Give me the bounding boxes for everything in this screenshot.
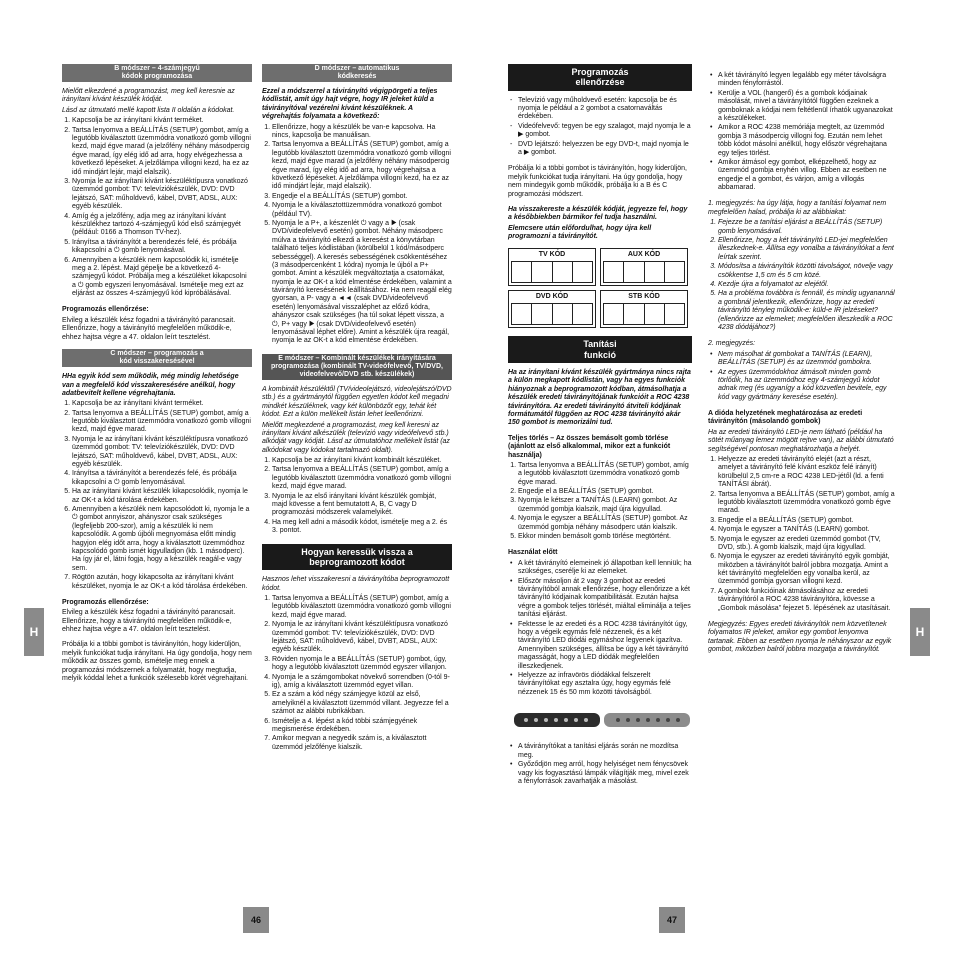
- list-item: • Fektesse le az eredeti és a ROC 4238 távirányítót úgy, hogy a végeik egymás felé nézzenek, és a két távirányító LED diódái egymáshoz legyenek igazítva. Amennyiben szükséges, állítsa be úgy a két távirányító magasságát, hogy a LED diódák megfelelően illeszkedjenek.: [518, 621, 692, 671]
- note-label: 2. megjegyzés:: [708, 340, 756, 348]
- list-item: 6. Amennyiben a készülék nem kapcsolódik ki, ismételje meg a 2. lépést. Majd gépelje be a következő 4-számjegyű kódot. Próbálja meg a készüléket kikapcsolni a ⏻ gomb egyszeri lenyomásával. Ismételje meg ezt az eljárást az összes 4-számjegyű kód kipróbálásával.: [72, 257, 252, 299]
- list-item: • Helyezze az infravörös diódákkal felszerelt távirányítókat egy asztalra úgy, hogy egymás felé nézzenek 15 és 50 mm közötti távolságból.: [518, 672, 692, 697]
- subheading: Használat előtt: [508, 549, 558, 557]
- list-item: 3. Engedje el a BEÁLLÍTÁS (SETUP) gombot.: [272, 193, 452, 201]
- note-label: 1. megjegyzés:: [708, 200, 756, 208]
- column-1: [62, 64, 252, 685]
- code-box-tv: TV KÓD: [508, 248, 596, 286]
- list-item: 5. Ekkor minden bemásolt gomb törlése megtörtént.: [518, 533, 692, 541]
- list-item: 2. Tartsa lenyomva a BEÁLLÍTÁS (SETUP) gombot, amíg a legutóbb kiválasztott üzemmódra vonatkozó gomb égve marad.: [718, 491, 896, 516]
- column-4: [708, 72, 896, 657]
- code-box-dvd: DVD KÓD: [508, 290, 596, 328]
- intro-text: Mielőtt elkezdené a programozást, meg kell keresnie az irányítani kívánt készülék kódját.: [62, 88, 235, 104]
- list-item: 5. Nyomja le egyszer az eredeti üzemmód gombot (TV, DVD, stb.). A gomb kialszik, majd újra kigyullad.: [718, 536, 896, 553]
- section-header-code-lookup: Hogyan keressük vissza a beprogramozott kódot: [262, 544, 452, 571]
- steps-list: [72, 117, 252, 298]
- list-item: 1. Kapcsolja be az irányítani kívánt terméket.: [72, 117, 252, 125]
- list-item: 6. Nyomja le egyszer az eredeti távirányító egyik gombját, miközben a távirányítót balról jobbra mozgatja. Amint a két távirányító megfelelően egy vonalba kerül, az üzemmód gombja gyorsan villogni kezd.: [718, 553, 896, 587]
- list-item: - DVD lejátszó: helyezzen be egy DVD-t, majd nyomja le a ▶ gombot.: [518, 141, 692, 158]
- list-item: 3. Röviden nyomja le a BEÁLLÍTÁS (SETUP) gombot, úgy, hogy a legutóbb kiválasztott üzemmód egyszer villanjon.: [272, 656, 452, 673]
- list-item: 2. Tartsa lenyomva a BEÁLLÍTÁS (SETUP) gombot, amíg a legutóbb kiválasztott üzemmódra vonatkozó gomb villogni kezd, majd égve marad.: [72, 410, 252, 435]
- list-item: 2. Nyomja le az irányítani kívánt készüléktípusra vonatkozó üzemmód gombot: TV: televíziókészülék, DVD: DVD lejátszó, SAT: műholdvevő, kábel, DVBT, ADSL, AUX: egyéb készülék.: [272, 621, 452, 655]
- list-item: • Először másoljon át 2 vagy 3 gombot az eredeti távirányítóból annak ellenőrzése, hogy ellenőrizze a két távirányító kódjainak kompatibilitását. Ezután hajtsa végre a gombok teljes törlését, miáltal eliminálja a teljes tanítási eljárást.: [518, 578, 692, 620]
- code-boxes: [508, 248, 692, 329]
- list-item: • A távirányítókat a tanítási eljárás során ne mozdítsa meg.: [518, 743, 692, 760]
- steps-list: [272, 124, 452, 346]
- steps-list: [718, 219, 896, 332]
- list-item: • Kerülje a VOL (hangerő) és a gombok kódjainak másolását, mivel a távirányítótól függően ezeknek a gomboknak a kódjai nem feltétlenül írhatók ugyanazokat a készülékeket.: [718, 90, 896, 124]
- remotes-illustration: [512, 706, 692, 732]
- code-box-aux: AUX KÓD: [600, 248, 688, 286]
- intro-text: Ha az irányítani kívánt készülék gyártmánya nincs rajta a külön megkapott kódlistán, vagy ha egyes funkciók hiányoznak a beprogramozott kódban, átmásolhatja a készülék eredeti távirányítójának funkcióit a ROC 4238 távirányítóra. Az eredeti távirányító átviteli kódjának formátumától függően az ROC 4238 távirányító akár 150 gombot is memorizálni tud.: [508, 369, 691, 427]
- bullet-list: [718, 351, 896, 402]
- list-item: 1. Ellenőrizze, hogy a készülék be van-e kapcsolva. Ha nincs, kapcsolja be manuálisan.: [272, 124, 452, 141]
- list-item: 4. Nyomja le a számgombokat növekvő sorrendben (0-tól 9-ig), amíg a kiválasztott üzemmód egyet villan.: [272, 674, 452, 691]
- steps-list: [272, 595, 452, 752]
- section-header-b: B módszer – 4-számjegyű kódok programozása: [62, 64, 252, 82]
- paragraph: Próbálja ki a többi gombot is távirányítón, hogy kiderüljön, melyik funkciókat tudja irányítani. Ha úgy gondolja, hogy nem mindegyik gomb működik, próbálja ki a B és C programozási módszert.: [508, 165, 687, 198]
- list-item: • Nem másolhat át gombokat a TANÍTÁS (LEARN), BEÁLLÍTÁS (SETUP) és az üzemmód gombokra.: [718, 351, 896, 368]
- column-2: [262, 64, 452, 755]
- list-item: 4. Nyomja le egyszer a TANÍTÁS (LEARN) gombot.: [718, 526, 896, 534]
- check-list: [518, 97, 692, 158]
- list-item: 6. Ismételje a 4. lépést a kód többi számjegyének megismerése érdekében.: [272, 718, 452, 735]
- list-item: • Az egyes üzemmódokhoz átmásolt minden gomb törlődik, ha az üzemmódhoz egy 4-számjegyű kódot adnak meg (és ugyanígy a kód közvetlen bevitele, egy kód vagy gyártmány keresése esetén).: [718, 369, 896, 403]
- list-item: 6. Amennyiben a készülék nem kapcsolódott ki, nyomja le a ⏻ gombot annyiszor, ahányszor csak szükséges (legfeljebb 200-szor), amíg a készülék ki nem kapcsolódik. A gomb újbóli megnyomása előtt mindig hagyjon elég időt arra, hogy a kiválasztott üzemmódhoz kapcsolódó gomb ismét kigyulladjon (kb. 1 másodperc). Ha így jár el, látni fogja, hogy a készülék reagál-e vagy sem.: [72, 506, 252, 573]
- list-item: 4. Kezdje újra a folyamatot az elejétől.: [718, 281, 896, 289]
- intro-text: Lásd az útmutató mellé kapott lista II oldalán a kódokat.: [62, 106, 235, 114]
- steps-list: [272, 457, 452, 536]
- list-item: 4. Ha meg kell adni a második kódot, ismételje meg a 2. és 3. pontot.: [272, 519, 452, 536]
- list-item: 3. Nyomja le az irányítani kívánt készüléktípusra vonatkozó üzemmód gombot: TV: televíziókészülék, DVD: DVD lejátszó, SAT: műholdvevő, kábel, DVBT, ADSL, AUX: egyéb készülék.: [72, 436, 252, 470]
- note-text: Elemcsere után előfordulhat, hogy újra kell programozni a távirányítót.: [508, 224, 652, 241]
- section-header-e: E módszer – Kombinált készülékek irányítására programozása (kombinált TV-videófelvevő, TV/DVD, videofelvevő/DVD stb. készülékek): [262, 354, 452, 380]
- paragraph: Próbálja ki a többi gombot is távirányítón, hogy kiderüljön, melyik funkciókat tudja irányítani. Ha úgy gondolja, hogy nem működik az összes gomb, ismételje meg ennek a programozási módszernek a folyamatát, hogy megtudja, melyik kóddal lehet a funkciók szélesebb körét végrehajtani.: [62, 641, 252, 683]
- bullet-list: [518, 743, 692, 786]
- page-number-right: 47: [659, 907, 685, 933]
- list-item: 1. Kapcsolja be az irányítani kívánt kombinált készüléket.: [272, 457, 452, 465]
- intro-text: Ha az eredeti távirányító LED-je nem látható (például ha sötét műanyag lemez mögött rejtve van), az alábbi útmutató segítségével pontosan meghatározhatja a helyét.: [708, 428, 894, 453]
- list-item: 1. Kapcsolja be az irányítani kívánt terméket.: [72, 400, 252, 408]
- list-item: 2. Tartsa lenyomva a BEÁLLÍTÁS (SETUP) gombot, amíg a legutóbb kiválasztott üzemmódra vonatkozó gomb villogni kezd, majd égve marad.: [272, 466, 452, 491]
- list-item: - Videófelvevő: tegyen be egy szalagot, majd nyomja le a ▶ gombot.: [518, 123, 692, 140]
- list-item: 5. Nyomja le a P+, a készenlét ⏻ vagy a ▶ (csak DVD/videofelvevő esetén) gombot. Néhány másodperc múlva a távirányító elkezdi a keresést a könyvtárban található teljes kódlistában (körülbelül 1 kód/másodperc sebességgel). A keresés sebességének csökkentéséhez (3 másodpercenként 1 kódra) nyomja le újból a P+ gombot. Amint a készülék megváltoztatja a csatornákat, nyomja le az OK-t a kód elmentése érdekében, valamint a távirányító keresésének leállításához. Ha nem reagál elég gyorsan, a P- vagy a ◄◄ (csak DVD/videofelvevő esetén) lenyomásával visszaléphet az előző kódra, ahányszor csak szükséges (ha túl sokat lépett vissza, a ⏻, P+ vagy ▶ (csak DVD/videofelvevő esetén) lenyomásával léphet előre). Amint a készülék újra reagál, nyomja le az OK-t a kód elmentése érdekében.: [272, 220, 452, 346]
- list-item: 2. Ellenőrizze, hogy a két távirányító LED-jei megfelelően illeszkednek-e. Állítsa egy vonalba a távirányítókat a fent leírtak szerint.: [718, 237, 896, 262]
- note-text: ha úgy látja, hogy a tanítási folyamat nem megfelelően halad, próbálja ki az alábbiakat:: [708, 200, 887, 216]
- note-text: Megjegyzés: Egyes eredeti távirányítók nem közvetítenek folyamatos IR jeleket, amikor egy gombot lenyomva tartanak. Ebben az esetben nyomja le néhányszor az egyik gombot, miközben balról jobbra mozgatja a távirányítót.: [708, 621, 892, 654]
- list-item: 3. Engedje el a BEÁLLÍTÁS (SETUP) gombot.: [718, 517, 896, 525]
- list-item: 4. Nyomja le a kiválasztottüzemmódra vonatkozó gombot (például TV).: [272, 202, 452, 219]
- list-item: • A két távirányító legyen legalább egy méter távolságra minden fényforrástól.: [718, 72, 896, 89]
- list-item: 5. Ha az irányítani kívánt készülék kikapcsolódik, nyomja le az OK-t a kód tárolása érdekében.: [72, 488, 252, 505]
- list-item: 4. Nyomja le egyszer a BEÁLLÍTÁS (SETUP) gombot. Az üzemmód gombja néhány másodperc után kialszik.: [518, 515, 692, 532]
- list-item: 3. Nyomja le kétszer a TANÍTÁS (LEARN) gombot. Az üzemmód gombja kialszik, majd újra kigyullad.: [518, 497, 692, 514]
- bullet-list: [518, 560, 692, 697]
- list-item: 4. Amíg ég a jelzőfény, adja meg az irányítani kívánt készülékhez tartozó 4-számjegyű kód első számjegyét (például: 0166 a Thomson TV-hez).: [72, 213, 252, 238]
- subheading: A dióda helyzetének meghatározása az eredeti távirányítón (másolandó gombok): [708, 410, 863, 426]
- list-item: 3. Módosítsa a távirányítók közötti távolságot, növelje vagy csökkentse 1,5 cm és 5 cm közé.: [718, 263, 896, 280]
- intro-text: Mielőtt megkezdené a programozást, meg kell keresni az irányítani kívánt alkészülék (televízió vagy videófelvevő stb.) alkódját vagy kódját. Lásd az útmutatóhoz mellékelt listát (az alkódokat vagy kódokat tartalmazó oldalt).: [262, 421, 450, 454]
- list-item: • Amikor a ROC 4238 memóriája megtelt, az üzemmód gombja 3 másodpercig villogni fog. Ezután nem lehet több kódot másolni anélkül, hogy először végrehajtana egy teljes törlést.: [718, 124, 896, 158]
- steps-list: [718, 456, 896, 613]
- column-3: [508, 64, 692, 789]
- subheading: Programozás ellenőrzése:: [62, 306, 149, 314]
- paragraph: Elvileg a készülék kész fogadni a távirányító parancsait. Ellenőrizze, hogy a távirányító megfelelően működik-e, ehhez hajtsa végre a 47. oldalon leírt tesztelést.: [62, 609, 236, 634]
- language-tab-left: H: [24, 608, 44, 656]
- bullet-list: [718, 72, 896, 192]
- intro-text: Ezzel a módszerrel a távirányító végigpörgeti a teljes kódlistát, amít úgy hajt végre, hogy IR jeleket küld a távirányítóval vezérelni kívánt készüléknek. A végrehajtás folyamata a következő:: [262, 88, 438, 121]
- section-header-c: C módszer – programozás a kód visszakeresésével: [62, 349, 252, 367]
- subheading: Programozás ellenőrzése:: [62, 598, 149, 606]
- section-header-learn: Tanítási funkció: [508, 336, 692, 363]
- steps-list: [518, 462, 692, 542]
- paragraph: Elvileg a készülék kész fogadni a távirányító parancsait. Ellenőrizze, hogy a távirányító megfelelően működik-e, ehhez hajtsa végre a 47. oldalon leírt tesztelést.: [62, 316, 236, 341]
- list-item: • A két távirányító elemeinek jó állapotban kell lenniük; ha szükséges, cserélje ki az elemeket.: [518, 560, 692, 577]
- list-item: • Győződjön meg arról, hogy helyiséget nem fénycsövek vagy kis fogyasztású lámpák világítják meg, mivel ezek a fényforrások zavarhatják a másolást.: [518, 761, 692, 786]
- language-tab-right: H: [910, 608, 930, 656]
- list-item: 2. Tartsa lenyomva a BEÁLLÍTÁS (SETUP) gombot, amíg a legutóbb kiválasztott üzemmódra vonatkozó gomb villogni kezd, majd égve marad (a jelzőfény néhány másodpercig égve marad, így elég idő ad arra, hogy elvégezhessa a következő lépéseket. A jelzőlámpa villogni kezd, ha ez az idő mindjárt lejár, majd elalszik).: [72, 127, 252, 177]
- list-item: 1. Tartsa lenyomva a BEÁLLÍTÁS (SETUP) gombot, amíg a legutóbb kiválasztott üzemmódra vonatkozó gomb villogni kezd, majd égve marad.: [272, 595, 452, 620]
- list-item: 4. Irányítsa a távirányítót a berendezés felé, és próbálja kikapcsolni a ⏻ gomb lenyomásával.: [72, 470, 252, 487]
- list-item: 5. Ha a probléma továbbra is fennáll, és mindig ugyanannál a gombnál jelentkezik, ellenőrizze, hogy az eredeti távirányító tényleg működik-e: küld-e IR jelzéseket? (ellenőrizze az elemeket; megfelelően illeszkedik a ROC 4238 diódájához?): [718, 290, 896, 332]
- subheading: Teljes törlés – Az összes bemásolt gomb törlése (ajánlott az első alkalommal, mikor ezt a funkciót használja): [508, 434, 671, 459]
- list-item: 7. Rögtön azután, hogy kikapcsolta az irányítani kívánt készüléket, nyomja le az OK-t a kód tárolása érdekében.: [72, 574, 252, 591]
- list-item: 3. Nyomja le az első irányítani kívánt készülék gombját, majd kövesse a fent bemutatott A, B, C vagy D programozási módszerek valamelyikét.: [272, 493, 452, 518]
- note-text: Ha visszakereste a készülék kódját, jegyezze fel, hogy a későbbiekben bármikor fel tudja használni.: [508, 205, 688, 222]
- code-box-stb: STB KÓD: [600, 290, 688, 328]
- steps-list: [72, 400, 252, 591]
- list-item: 1. Helyezze az eredeti távirányító elejét (azt a részt, amelyet a távirányító felé kívánt eszköz felé irányít) körülbelül 2,5 cm-re a ROC 4238 LED-jétől (ld. a fenti TANÍTÁSI ábrát).: [718, 456, 896, 490]
- list-item: 7. A gombok funkcióinak átmásolásához az eredeti távirányítóról a ROC 4238 távirányítóra, kövesse a „Gombok másolása” fejezet 5. lépésének az utasításait.: [718, 588, 896, 613]
- intro-text: HHa egyik kód sem működik, még mindig lehetősége van a megfelelő kód visszakeresésére anélkül, hogy adatbevitelt kellene végrehajtania.: [62, 373, 239, 397]
- page-number-left: 46: [243, 907, 269, 933]
- list-item: - Televízió vagy műholdvevő esetén: kapcsolja be és nyomja le például a 2 gombot a csatornaváltás érdekében.: [518, 97, 692, 122]
- list-item: 2. Engedje el a BEÁLLÍTÁS (SETUP) gombot.: [518, 488, 692, 496]
- list-item: 1. Fejezze be a tanítási eljárást a BEÁLLÍTÁS (SETUP) gomb lenyomásával.: [718, 219, 896, 236]
- list-item: 5. Ez a szám a kód négy számjegye közül az első, amelyiknél a kiválasztott üzemmód villant. Jegyezze fel a számot az alábbi rubrikákban.: [272, 691, 452, 716]
- section-header-d: D módszer – automatikus kódkeresés: [262, 64, 452, 82]
- intro-text: A kombinált készüléktől (TV/videolejátszó, videolejátszó/DVD stb.) és a gyártmánytól függően egyetlen kódot kell megadni mindkét készüléknek, vagy két különbözőt egy, tehát két kódot. Ezt a külön mellékelt listán lehet leellenőrizni.: [262, 385, 452, 419]
- section-header-check: Programozás ellenőrzése: [508, 64, 692, 91]
- list-item: • Amikor átmásol egy gombot, elképzelhető, hogy az üzemmód gombja enyhén villog. Ebben az esetben ne engedje el a gombot, és várjon, amíg a villogás abbamarad.: [718, 159, 896, 193]
- intro-text: Hasznos lehet visszakeresni a távirányítóba beprogramozott kódot.: [262, 576, 450, 592]
- list-item: 2. Tartsa lenyomva a BEÁLLÍTÁS (SETUP) gombot, amíg a legutóbb kiválasztott üzemmódra vonatkozó gomb villogni kezd, majd égve marad (a jelzőfény néhány másodpercig égve marad, így elég idő ad arra, hogy végrehajtsa a következő lépéseket. A jelzőlámpa villogni kezd, ha ez az idő mindjárt lejár, majd elalszik).: [272, 141, 452, 191]
- list-item: 7. Amikor megvan a negyedik szám is, a kiválasztott üzemmód jelzőfénye kialszik.: [272, 735, 452, 752]
- list-item: 3. Nyomja le az irányítani kívánt készüléktípusra vonatkozó üzemmód gombot: TV: televíziókészülék, DVD: DVD lejátszó, SAT: műholdvevő, kábel, DVBT, ADSL, AUX: egyéb készülék.: [72, 178, 252, 212]
- list-item: 5. Irányítsa a távirányítót a berendezés felé, és próbálja kikapcsolni a ⏻ gomb lenyomásával.: [72, 239, 252, 256]
- list-item: 1. Tartsa lenyomva a BEÁLLÍTÁS (SETUP) gombot, amíg a legutóbb kiválasztott üzemmódra vonatkozó gomb égve marad.: [518, 462, 692, 487]
